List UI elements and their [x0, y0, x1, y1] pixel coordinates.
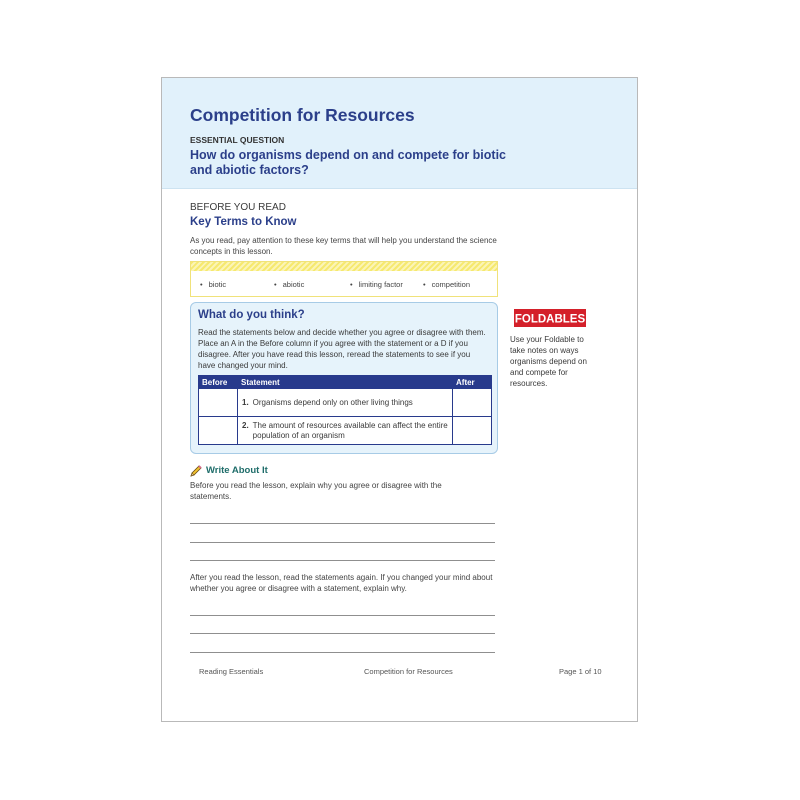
key-terms-box — [190, 261, 498, 297]
table-row — [199, 389, 492, 417]
answer-line[interactable] — [190, 633, 495, 634]
write-about-it-title: Write About It — [206, 465, 268, 476]
before-answer-cell[interactable] — [199, 389, 238, 417]
statement-column-header: Statement — [238, 376, 453, 389]
worksheet-page — [161, 77, 638, 722]
key-terms-heading: Key Terms to Know — [190, 216, 297, 228]
footer-center: Competition for Resources — [364, 667, 453, 676]
answer-line[interactable] — [190, 560, 495, 561]
write-about-it-prompt-after: After you read the lesson, read the statements again. If you changed your mind about whether you agree or disagree with a statement, explain why. — [190, 573, 493, 593]
answer-line[interactable] — [190, 542, 495, 543]
before-column-header: Before — [199, 376, 238, 389]
statements-table — [198, 375, 492, 445]
footer-page-number: Page 1 of 10 — [559, 667, 602, 676]
statement-number: 2. — [242, 420, 249, 430]
statement-cell — [238, 417, 453, 445]
key-terms-intro: As you read, pay attention to these key terms that will help you understand the science concepts in this lesson. — [190, 236, 497, 256]
what-do-you-think-title: What do you think? — [198, 309, 305, 321]
statement-text: The amount of resources available can affect the entire population of an organism — [252, 420, 448, 440]
foldables-logo — [512, 307, 588, 329]
foldable-note: Use your Foldable to take notes on ways organisms depend on and compete for resources. — [510, 335, 587, 388]
statement-text: Organisms depend only on other living things — [252, 397, 413, 407]
pencil-icon — [189, 464, 203, 478]
table-row — [199, 417, 492, 445]
lesson-header — [162, 78, 637, 189]
lesson-title: Competition for Resources — [190, 105, 415, 125]
key-term: • abiotic — [274, 280, 304, 289]
before-answer-cell[interactable] — [199, 417, 238, 445]
essential-question-text: How do organisms depend on and compete for biotic and abiotic factors? — [190, 148, 506, 177]
footer-left: Reading Essentials — [199, 667, 264, 676]
answer-line[interactable] — [190, 652, 495, 653]
terms-stripe — [191, 262, 497, 271]
statement-number: 1. — [242, 397, 249, 407]
write-about-it-prompt-before: Before you read the lesson, explain why you agree or disagree with the statements. — [190, 481, 442, 501]
after-column-header: After — [453, 376, 492, 389]
key-term: • competition — [423, 280, 470, 289]
statement-cell — [238, 389, 453, 417]
after-answer-cell[interactable] — [453, 417, 492, 445]
essential-question-label: ESSENTIAL QUESTION — [190, 135, 285, 145]
what-do-you-think-box — [190, 302, 498, 454]
key-term: • limiting factor — [350, 280, 403, 289]
what-do-you-think-instructions: Read the statements below and decide whether you agree or disagree with them. Place an A in the Before column if you agree with the statement or a D if you disagree. After you have read this lesson, reread the statements to see if you have changed your mind. — [198, 328, 486, 370]
table-header-row — [199, 376, 492, 389]
answer-line[interactable] — [190, 615, 495, 616]
foldables-logo-text: FOLDABLES — [514, 313, 586, 326]
after-answer-cell[interactable] — [453, 389, 492, 417]
key-term: • biotic — [200, 280, 226, 289]
answer-line[interactable] — [190, 523, 495, 524]
before-you-read-label: BEFORE YOU READ — [190, 202, 286, 213]
